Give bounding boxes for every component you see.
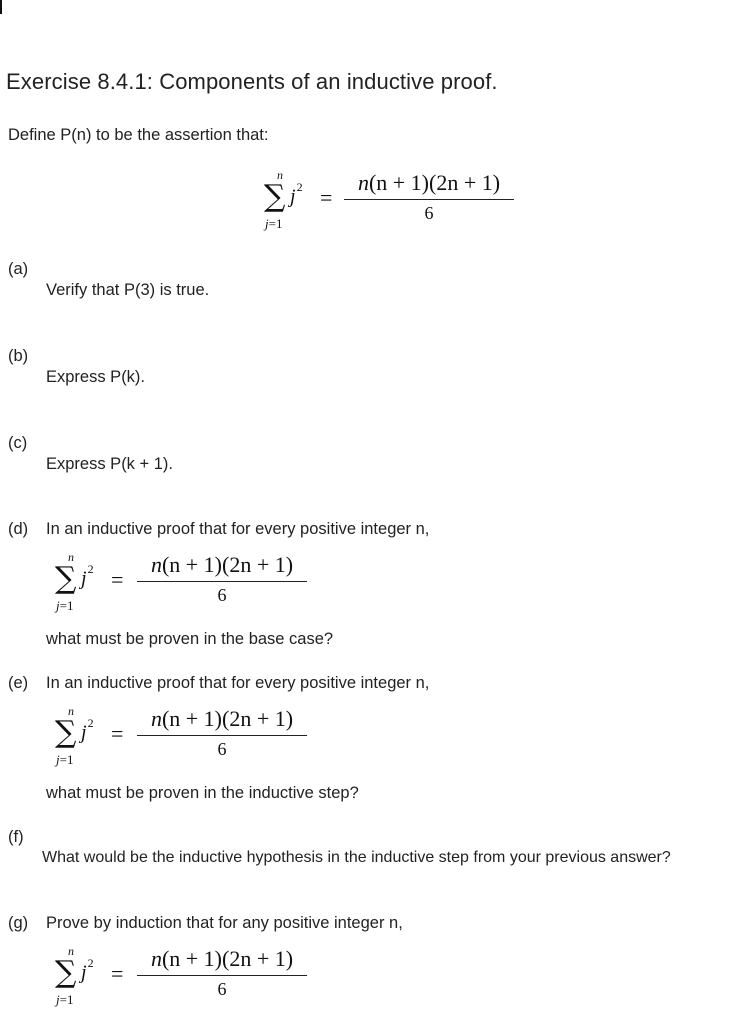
part-c-text: Express P(k + 1). [46,455,173,473]
sum-lower-limit: j=1 [56,752,74,767]
fraction-denominator: 6 [217,979,227,999]
part-a-label: (a) [8,260,29,278]
equals-sign: = [111,721,124,746]
sum-formula-main [260,166,520,236]
fraction-bar [137,581,307,582]
equals-sign: = [111,567,124,592]
part-d-text: In an inductive proof that for every positive integer n, [46,520,430,538]
intro-text: Define P(n) to be the assertion that: [8,126,269,144]
part-a-text: Verify that P(3) is true. [46,281,210,299]
part-f-text: What would be the inductive hypothesis in the inductive step from your previous answer? [42,849,671,866]
text-cursor [0,0,2,14]
fraction-numerator: n(n + 1)(2n + 1) [357,170,501,195]
sum-lower-limit: j=1 [56,992,74,1007]
summand: $j^2$ [290,180,303,208]
sum-upper-limit: n [68,704,74,718]
part-g-text: Prove by induction that for any positive integer n, [46,914,403,932]
sum-upper-limit: n [68,550,74,564]
part-f-label: (f) [8,828,24,846]
part-d-followup: what must be proven in the base case? [46,630,334,648]
sum-upper-limit: n [277,168,283,182]
part-c-label: (c) [8,434,28,452]
sigma-symbol: ∑ [55,955,77,990]
part-g-label: (g) [8,914,29,932]
part-d-label: (d) [8,520,29,538]
fraction-numerator: n(n + 1)(2n + 1) [150,552,294,577]
sum-formula-d [53,548,313,618]
summand: $j^2$ [81,716,94,744]
part-e-label: (e) [8,674,29,692]
equals-sign: = [111,961,124,986]
sigma-symbol: ∑ [55,561,77,596]
fraction-denominator: 6 [424,203,434,223]
part-b-text: Express P(k). [46,368,146,386]
sigma-symbol: ∑ [264,179,286,214]
fraction-denominator: 6 [217,585,227,605]
sum-upper-limit: n [68,944,74,958]
part-e-text: In an inductive proof that for every positive integer n, [46,674,430,692]
part-e-followup: what must be proven in the inductive step? [46,784,359,802]
part-b-label: (b) [8,347,29,365]
exercise-title: Exercise 8.4.1: Components of an inductive proof. [6,69,498,94]
sum-formula-e [53,702,313,772]
fraction-numerator: n(n + 1)(2n + 1) [150,706,294,731]
fraction-bar [344,199,514,200]
sum-formula-g [53,942,313,1012]
summand: $j^2$ [81,956,94,984]
summand: $j^2$ [81,562,94,590]
fraction-bar [137,975,307,976]
sum-lower-limit: j=1 [56,598,74,613]
sigma-symbol: ∑ [55,715,77,750]
fraction-bar [137,735,307,736]
fraction-denominator: 6 [217,739,227,759]
sum-lower-limit: j=1 [265,216,283,231]
fraction-numerator: n(n + 1)(2n + 1) [150,946,294,971]
equals-sign: = [320,185,333,210]
